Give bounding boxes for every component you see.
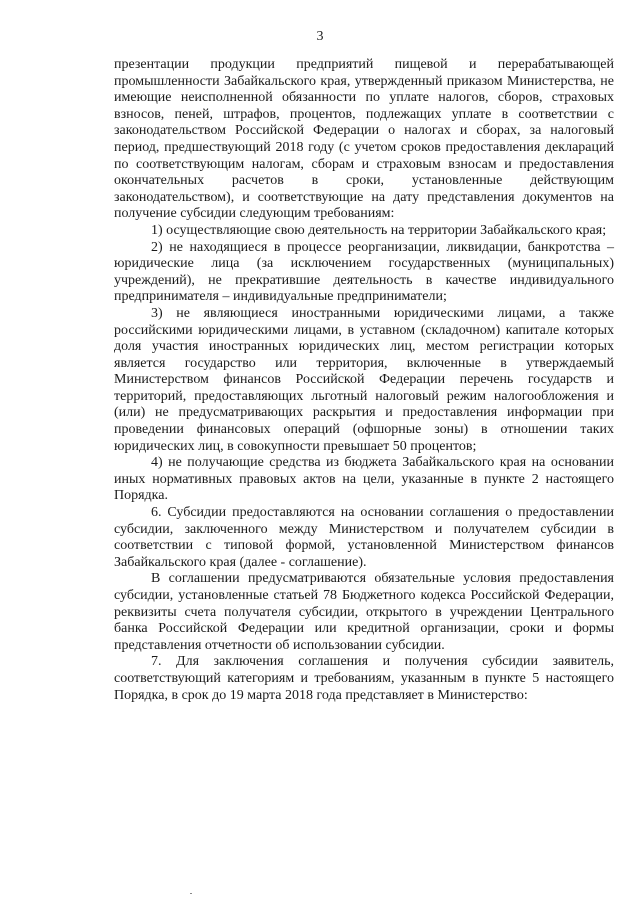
page-number: 3 [316, 29, 324, 44]
paragraph-requirement-2: 2) не находящиеся в процессе реорганизации, ликвидации, банкротства – юридические лица (за исключением государственных (муниципальных) учреждений), не прекратившие деятельность в качестве индивидуального предпринимателя – индивидуальные предприниматели; [114, 239, 614, 305]
paragraph-requirement-3: 3) не являющиеся иностранными юридическими лицами, а также российскими юридическими лицами, в уставном (складочном) капитале которых доля участия иностранных юридических лиц, местом регистрации которых является государство или территория, включенные в утверждаемый Министерством финансов Российской Федерации перечень государств и территорий, предоставляющих льготный налоговый режим налогообложения и (или) не предусматривающих раскрытия и предоставления информации при проведении финансовых операций (офшорные зоны) в отношении таких юридических лиц, в совокупности превышает 50 процентов; [114, 305, 614, 454]
paragraph-clause-7: 7. Для заключения соглашения и получения субсидии заявитель, соответствующий категориям и требованиям, указанным в пункте 5 настоящего Порядка, в срок до 19 марта 2018 года представляет в Министерство: [114, 654, 614, 703]
document-body [114, 57, 614, 704]
paragraph-requirement-4: 4) не получающие средства из бюджета Забайкальского края на основании иных нормативных правовых актов на цели, указанные в пункте 2 настоящего Порядка. [114, 455, 614, 504]
scan-mark [190, 893, 192, 894]
paragraph-requirement-1: 1) осуществляющие свою деятельность на территории Забайкальского края; [151, 222, 607, 238]
paragraph-intro: презентации продукции предприятий пищевой и перерабатывающей промышленности Забайкальского края, утвержденный приказом Министерства, не имеющие неисполненной обязанности по уплате налогов, сборов, страховых взносов, пеней, штрафов, процентов, подлежащих уплате в соответствии с законодательством Российской Федерации о налогах и сборах, за налоговый период, предшествующий 2018 году (с учетом сроков предоставления деклараций по соответствующим налогам, сборам и страховым взносам и предоставления окончательных расчетов в сроки, установленные действующим законодательством), и соответствующие на дату представления документов на получение субсидии следующим требованиям: [114, 57, 614, 222]
paragraph-clause-6: 6. Субсидии предоставляются на основании соглашения о предоставлении субсидии, заключенного между Министерством и получателем субсидии в соответствии с типовой формой, установленной Министерством финансов Забайкальского края (далее - соглашение). [114, 505, 614, 570]
paragraph-agreement-terms: В соглашении предусматриваются обязательные условия предоставления субсидии, установленные статьей 78 Бюджетного кодекса Российской Федерации, реквизиты счета получателя субсидии, открытого в учреждении Центрального банка Российской Федерации или кредитной организации, сроки и формы представления отчетности об использовании субсидии. [114, 571, 614, 653]
